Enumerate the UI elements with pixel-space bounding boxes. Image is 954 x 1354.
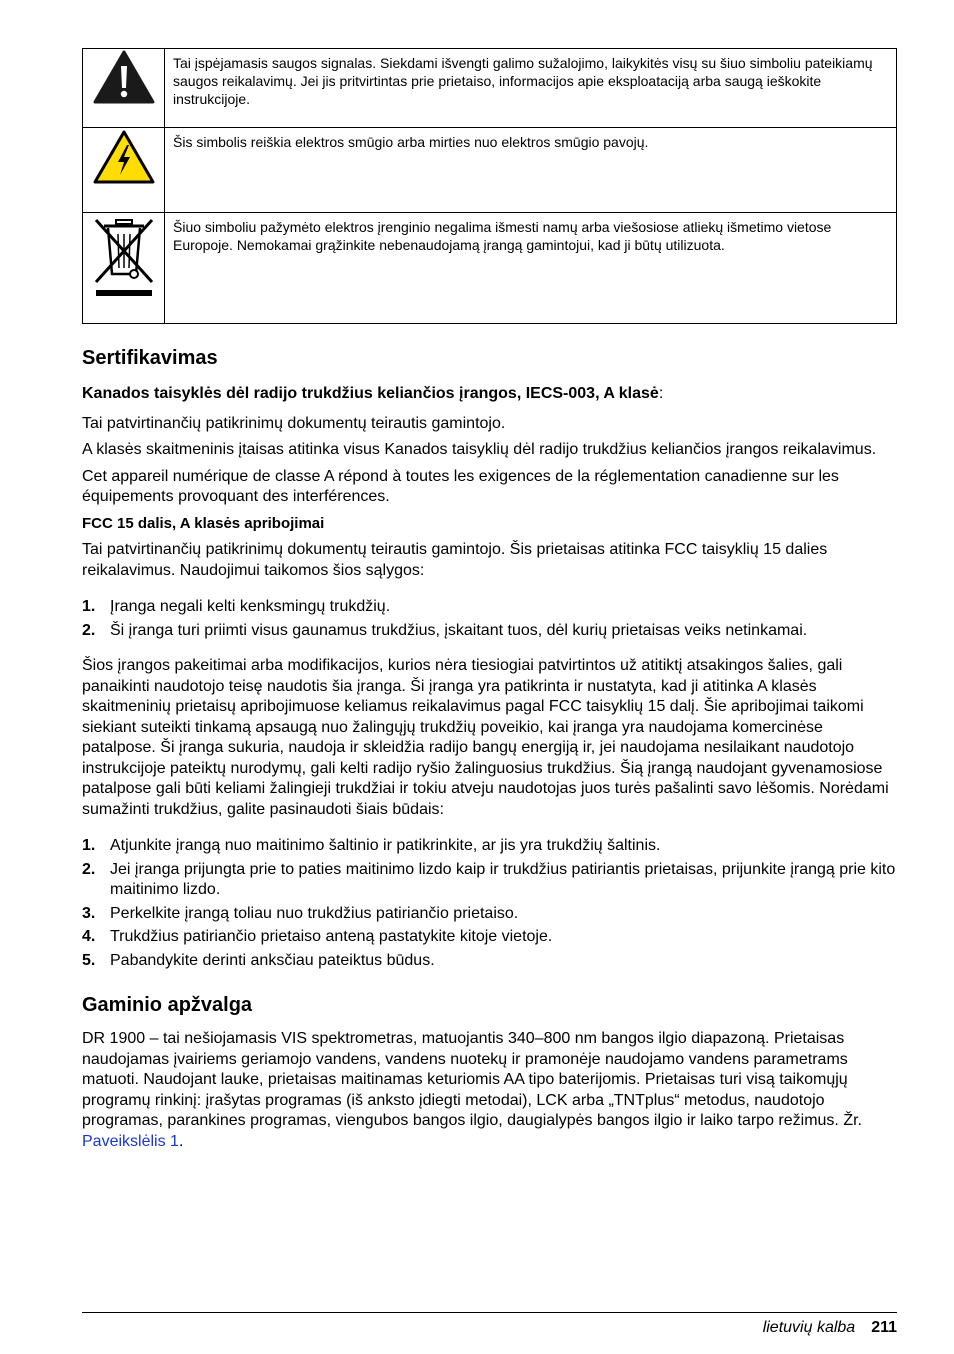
section-heading-product-overview: Gaminio apžvalga bbox=[82, 994, 253, 1016]
list-number: 1. bbox=[82, 598, 96, 615]
fcc-subheading: FCC 15 dalis, A klasės apribojimai bbox=[82, 514, 325, 532]
symbol-row bbox=[83, 128, 897, 213]
paragraph: Šios įrangos pakeitimai arba modifikacijos, kurios nėra tiesiogiai patvirtintos už atitiktį atsakingos šalies, gali panaikinti naudotojo teisę naudotis šia įranga. Ši įranga yra patikrinta ir nustatyta, kad ji atitinka A klasės skaitmeninių prietaisų apribojimuose keliamus reikalavimus pagal FCC taisyklių 15 dalį. Šie apribojimai taikomi siekiant suteikti tinkamą apsaugą nuo žalingųjų trukdžių poveikio, kai įranga yra naudojama komercinėse patalpose. Ši įranga sukuria, naudoja ir skleidžia radijo bangų energiją ir, jei naudojama nesilaikant naudotojo instrukcijoje pateiktų nurodymų, gali kelti radijo ryšio žalinguosius trukdžius. Šią įrangą naudojant gyvenamosiose patalpose gali būti keliami žalingieji trukdžiai ir tokiu atveju naudotojas juos turės pašalinti savo lėšomis. Norėdami sumažinti trukdžius, galite pasinaudoti šiais būdais: bbox=[82, 657, 889, 818]
list-item bbox=[82, 860, 897, 901]
list-text: Įranga negali kelti kenksmingų trukdžių. bbox=[110, 598, 391, 615]
paragraph: Tai patvirtinančių patikrinimų dokumentų teirautis gamintojo. bbox=[82, 414, 506, 432]
list-number: 4. bbox=[82, 928, 96, 945]
weee-crossed-bin-icon bbox=[90, 214, 158, 300]
symbol-description: Šiuo simboliu pažymėto elektros įrenginio negalima išmesti namų arba viešosiose atliekų išmetimo vietose Europoje. Nemokamai grąžinkite nebenaudojamą įrangą gamintojui, kad ji būtų utilizuota. bbox=[165, 213, 897, 324]
list-item bbox=[82, 597, 897, 618]
list-text: Trukdžius patiriančio prietaiso anteną pastatykite kitoje vietoje. bbox=[110, 928, 553, 945]
canada-regulation-title bbox=[82, 384, 897, 405]
symbol-row bbox=[83, 213, 897, 324]
list-number: 2. bbox=[82, 621, 96, 639]
list-number: 3. bbox=[82, 904, 96, 922]
electric-shock-icon bbox=[92, 129, 156, 185]
list-item bbox=[82, 621, 897, 642]
paragraph: Tai patvirtinančių patikrinimų dokumentų teirautis gamintojo. Šis prietaisas atitinka FCC taisyklių 15 dalies reikalavimus. Naudojimui taikomos šios sąlygos: bbox=[82, 541, 828, 579]
section-heading-certification: Sertifikavimas bbox=[82, 347, 218, 369]
paragraph: A klasės skaitmeninis įtaisas atitinka visus Kanados taisyklių dėl radijo trukdžius keliančios įrangos reikalavimus. bbox=[82, 441, 877, 458]
symbol-icon-cell bbox=[83, 213, 165, 324]
list-text: Pabandykite derinti anksčiau pateiktus būdus. bbox=[110, 951, 435, 969]
figure-1-link[interactable]: Paveikslėlis 1 bbox=[82, 1132, 179, 1150]
safety-symbols-table bbox=[82, 48, 897, 324]
canada-title-text: Kanados taisyklės dėl radijo trukdžius keliančios įrangos, IECS-003, A klasė bbox=[82, 385, 659, 402]
list-text: Jei įranga prijungta prie to paties maitinimo lizdo kaip ir trukdžius patiriantis prietaisas, prijunkite įrangą prie kito maitinimo lizdo. bbox=[110, 860, 896, 898]
list-item bbox=[82, 904, 897, 925]
list-text: Ši įranga turi priimti visus gaunamus trukdžius, įskaitant tuos, dėl kurių prietaisas veiks netinkamai. bbox=[110, 621, 808, 639]
canada-title-colon: : bbox=[658, 385, 664, 402]
overview-text: DR 1900 – tai nešiojamasis VIS spektrometras, matuojantis 340–800 nm bangos ilgio diapazoną. Prietaisas naudojamas įvairiems geriamojo vandens, vandens nuotekų ir pramonėje naudojamo vandens parametrams matuoti. Naudojant lauke, prietaisas maitinamas keturiomis AA tipo baterijomis. Prietaisas turi visą taikomųjų programų rinkinį: įrašytas programas (iš anksto įdiegti metodai), LCK arba „TNTplus“ metodus, naudotojo programas, parankines programas, viengubos bangos ilgio, daugialypės bangos ilgio ir laiko tarpo režimus. Žr. bbox=[82, 1030, 862, 1129]
list-number: 2. bbox=[82, 860, 96, 878]
list-item bbox=[82, 836, 897, 857]
page-footer bbox=[82, 1312, 897, 1336]
symbol-row bbox=[83, 49, 897, 128]
footer-language: lietuvių kalba bbox=[762, 1319, 856, 1336]
symbol-description: Šis simbolis reiškia elektros smūgio arba mirties nuo elektros smūgio pavojų. bbox=[165, 128, 897, 213]
symbol-description: Tai įspėjamasis saugos signalas. Siekdami išvengti galimo sužalojimo, laikykitės visų su šiuo simboliu pateikiamų saugos reikalavimų. Jei jis pritvirtintas prie prietaiso, informacijos apie eksploataciją arba saugą ieškokite instrukcijoje. bbox=[165, 49, 897, 128]
symbol-icon-cell bbox=[83, 128, 165, 213]
symbol-icon-cell bbox=[83, 49, 165, 128]
document-page bbox=[82, 48, 897, 1152]
list-item bbox=[82, 951, 897, 972]
list-item bbox=[82, 927, 897, 948]
fcc-conditions-list bbox=[82, 597, 897, 641]
overview-end: . bbox=[178, 1132, 184, 1150]
list-number: 5. bbox=[82, 951, 96, 969]
page-number: 211 bbox=[871, 1319, 897, 1336]
paragraph: Cet appareil numérique de classe A répond à toutes les exigences de la réglementation canadienne sur les équipements provoquant des interférences. bbox=[82, 467, 839, 505]
list-number: 1. bbox=[82, 837, 96, 854]
overview-paragraph bbox=[82, 1029, 897, 1152]
list-text: Atjunkite įrangą nuo maitinimo šaltinio ir patikrinkite, ar jis yra trukdžių šaltinis. bbox=[110, 837, 661, 854]
warning-triangle-icon bbox=[93, 50, 155, 104]
list-text: Perkelkite įrangą toliau nuo trukdžius patiriančio prietaiso. bbox=[110, 904, 519, 922]
fcc-remedies-list bbox=[82, 836, 897, 971]
footer-text bbox=[763, 1319, 897, 1337]
